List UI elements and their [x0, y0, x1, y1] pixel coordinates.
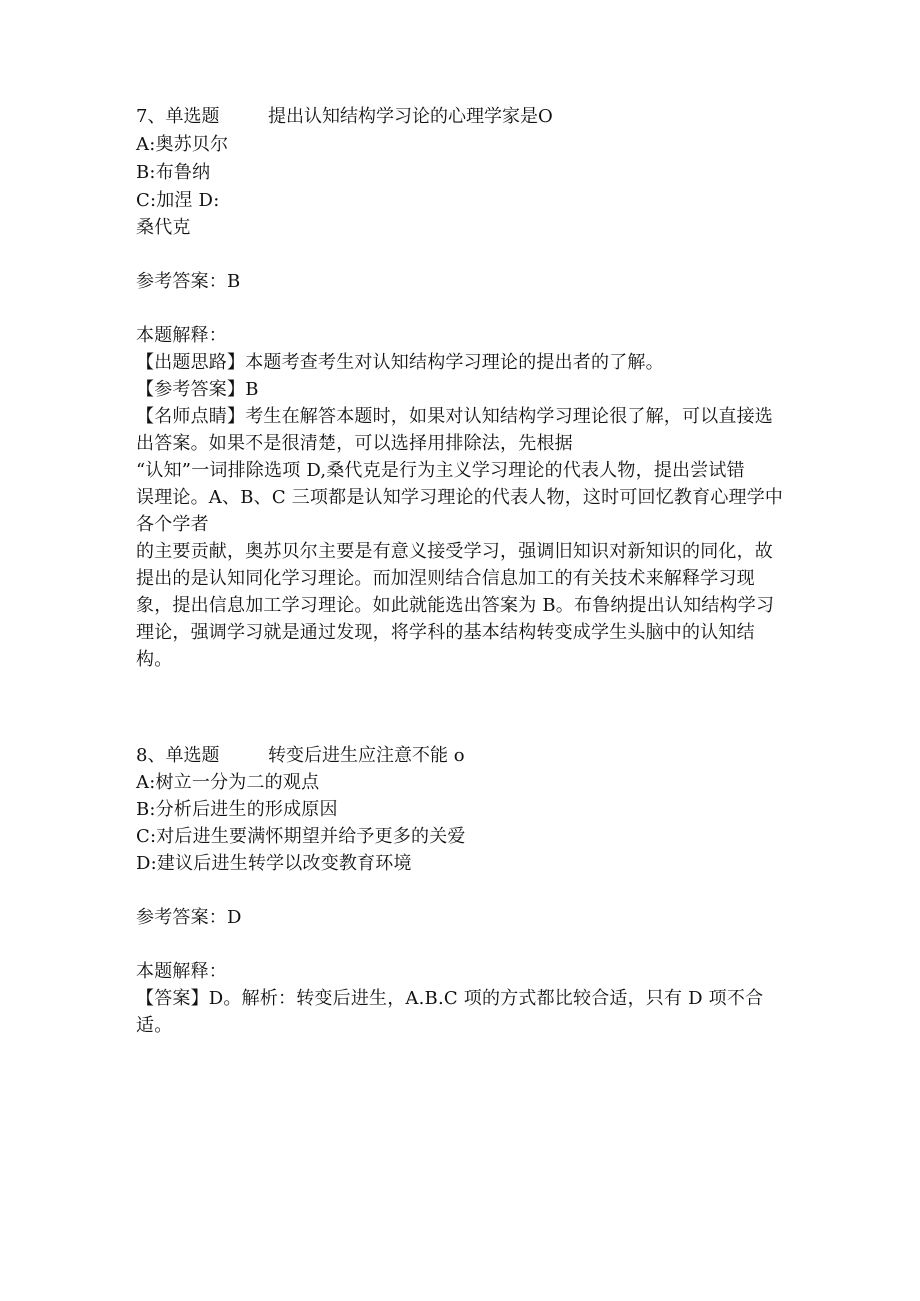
question-7-explain-line: 象，提出信息加工学习理论。如此就能选出答案为 B。布鲁纳提出认知结构学习	[136, 595, 775, 616]
question-8-option-d: D:建议后进生转学以改变教育环境	[136, 853, 412, 874]
question-8-explain-line: 【答案】D。解析：转变后进生，A.B.C 项的方式都比较合适，只有 D 项不合	[136, 988, 764, 1009]
question-8-option-b: B:分析后进生的形成原因	[136, 799, 338, 820]
question-7-option-b: B:布鲁纳	[136, 162, 211, 183]
question-7-explain-title: 本题解释：	[136, 325, 227, 346]
question-7-answer: 参考答案：B	[136, 271, 241, 292]
question-7-explain-line: 【名师点睛】考生在解答本题时，如果对认知结构学习理论很了解，可以直接选	[136, 406, 773, 427]
question-7-explain-line: 出答案。如果不是很清楚，可以选择用排除法，先根据	[136, 433, 573, 454]
question-7-explain-line: 【参考答案】B	[136, 379, 259, 400]
question-8-explain-line: 适。	[136, 1015, 173, 1036]
question-7-stem: 提出认知结构学习论的心理学家是O	[268, 106, 553, 127]
question-7-option-a: A:奥苏贝尔	[136, 134, 229, 155]
question-7-explain-line: 构。	[136, 649, 173, 670]
question-7-explain-line: 各个学者	[136, 514, 209, 535]
question-8-header: 8、单选题	[136, 745, 220, 766]
question-8-stem: 转变后进生应注意不能 o	[268, 745, 465, 766]
question-7-explain-line: 误理论。A、B、C 三项都是认知学习理论的代表人物，这时可回忆教育心理学中	[136, 487, 784, 508]
question-7-explain-line: 的主要贡献，奥苏贝尔主要是有意义接受学习，强调旧知识对新知识的同化，故	[136, 541, 773, 562]
question-8-option-a: A:树立一分为二的观点	[136, 772, 320, 793]
question-7-option-c: C:加涅 D:	[136, 190, 220, 211]
question-7-header: 7、单选题	[136, 106, 220, 127]
question-7-option-d: 桑代克	[136, 217, 191, 238]
question-7-explain-line: 提出的是认知同化学习理论。而加涅则结合信息加工的有关技术来解释学习现	[136, 568, 755, 589]
question-7-explain-line: 【出题思路】本题考查考生对认知结构学习理论的提出者的了解。	[136, 352, 664, 373]
question-8-option-c: C:对后进生要满怀期望并给予更多的关爱	[136, 826, 466, 847]
question-7-explain-line: 理论，强调学习就是通过发现，将学科的基本结构转变成学生头脑中的认知结	[136, 622, 755, 643]
question-7-explain-line: “认知”一词排除选项 D,桑代克是行为主义学习理论的代表人物，提出尝试错	[136, 460, 745, 481]
question-8-explain-title: 本题解释：	[136, 961, 227, 982]
question-8-answer: 参考答案：D	[136, 907, 242, 928]
